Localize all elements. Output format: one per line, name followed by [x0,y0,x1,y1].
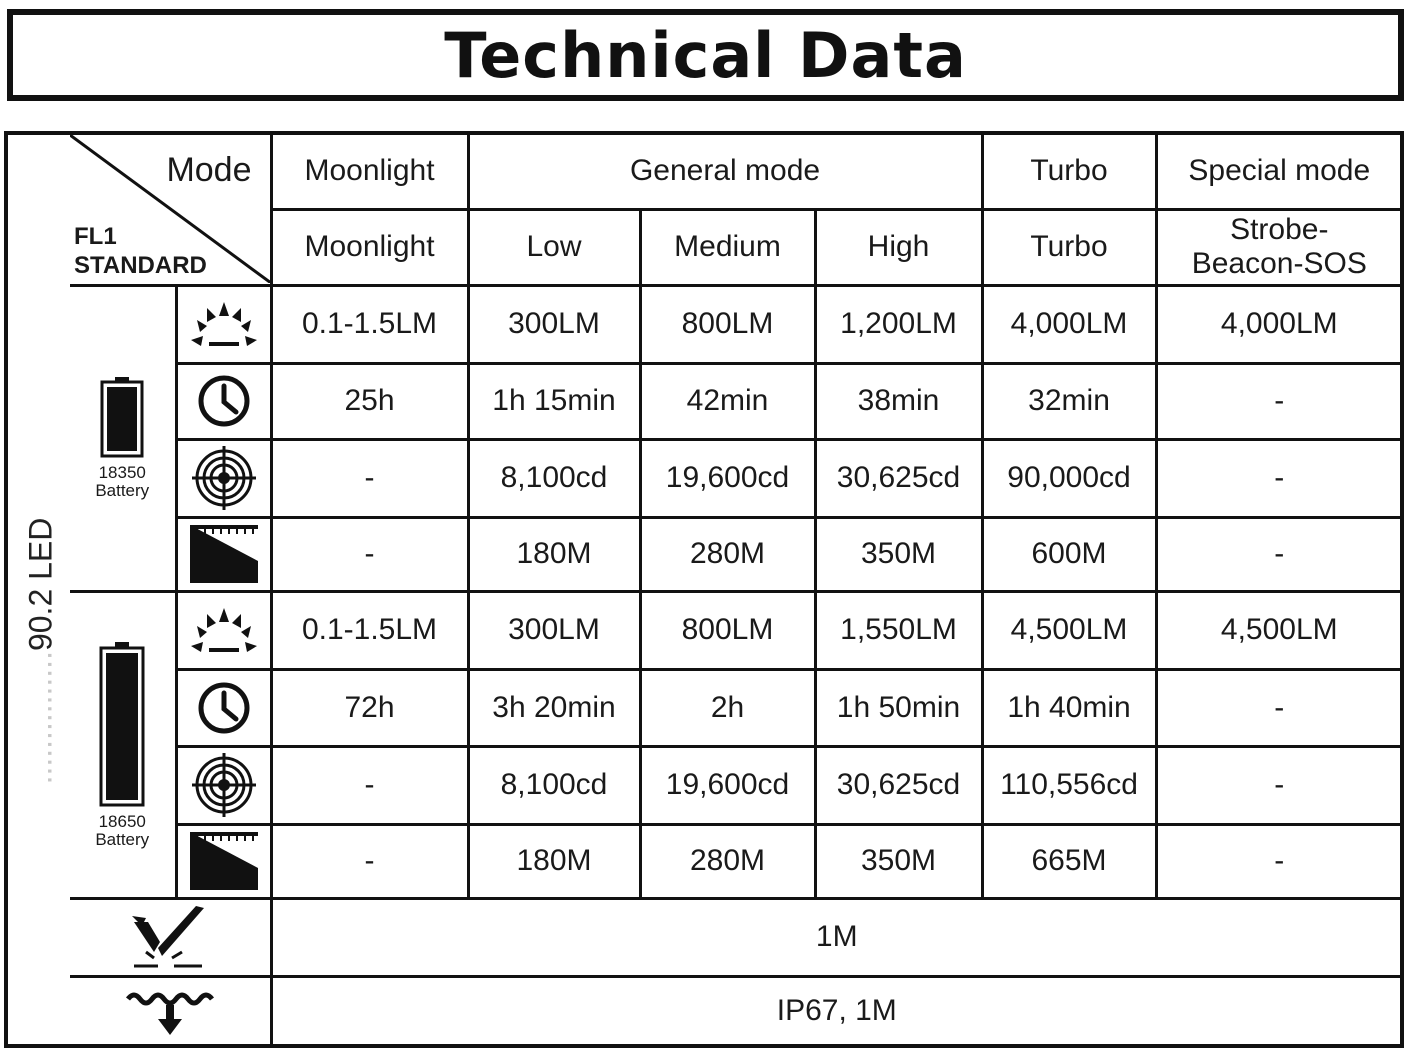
runtime-clock-icon [196,373,252,429]
output-icon [189,602,259,658]
header-special-mode: Special mode [1156,135,1401,209]
header-sub-moonlight: Moonlight [271,209,468,285]
table-cell: - [271,746,468,824]
battery-18350-icon [100,376,144,458]
header-row-mode-group [70,135,1401,209]
table-cell: 25h [271,363,468,439]
table-cell: 4,000LM [982,285,1156,363]
table-row [70,746,1401,824]
table-row [70,591,1401,669]
header-sub-medium: Medium [640,209,815,285]
battery-cell-18350 [70,285,176,591]
header-sub-special-line1: Strobe- [1230,213,1329,246]
technical-data-table [70,135,1401,1045]
table-cell: 600M [982,517,1156,591]
table-cell: 1h 15min [468,363,640,439]
table-cell: 19,600cd [640,439,815,517]
intensity-target-icon [191,752,257,818]
table-cell: 3h 20min [468,669,640,746]
battery-type: Battery [95,481,150,500]
table-row [70,517,1401,591]
table-cell: 800LM [640,591,815,669]
table-cell: - [1156,517,1401,591]
table-cell: 350M [815,517,982,591]
table-cell: 280M [640,824,815,898]
battery-name: 18650 [98,811,146,831]
table-cell: 300LM [468,285,640,363]
impact-resistance-row [70,898,1401,976]
intensity-target-icon [191,445,257,511]
table-row [70,363,1401,439]
table-cell: 665M [982,824,1156,898]
runtime-clock-icon [196,680,252,736]
table-cell: 1h 40min [982,669,1156,746]
table-cell: 2h [640,669,815,746]
battery-name: 18350 [98,463,146,482]
header-sub-high: High [815,209,982,285]
table-cell: 19,600cd [640,746,815,824]
table-row [70,824,1401,898]
table-cell: - [1156,439,1401,517]
impact-resistance-icon [128,906,212,968]
table-cell: 8,100cd [468,439,640,517]
title-banner [7,9,1404,101]
header-sub-low: Low [468,209,640,285]
table-cell: 4,000LM [1156,285,1401,363]
table-cell: 350M [815,824,982,898]
table-row [70,285,1401,363]
header-sub-special [1156,209,1401,285]
battery-cell-18650 [70,591,176,898]
table-cell: 38min [815,363,982,439]
table-cell: 0.1-1.5LM [271,591,468,669]
table-cell: - [1156,669,1401,746]
table-cell: 110,556cd [982,746,1156,824]
table-cell: - [1156,824,1401,898]
table-cell: 280M [640,517,815,591]
waterproof-icon [124,985,216,1037]
table-cell: 72h [271,669,468,746]
table-cell: - [1156,746,1401,824]
table-cell: 32min [982,363,1156,439]
table-cell: - [271,439,468,517]
table-cell: 180M [468,517,640,591]
mode-label: Mode [166,151,252,189]
table-cell: - [271,824,468,898]
table-cell: - [271,517,468,591]
table-cell: 300LM [468,591,640,669]
header-turbo: Turbo [982,135,1156,209]
side-label-faded: ............... [22,651,59,785]
table-cell: 4,500LM [1156,591,1401,669]
table-row [70,669,1401,746]
header-sub-special-line2: Beacon-SOS [1191,247,1367,280]
battery-type: Battery [95,829,150,849]
impact-resistance-value: 1M [271,898,1401,976]
table-cell: 90,000cd [982,439,1156,517]
model-label: FL1 [74,222,117,250]
output-icon [189,296,259,352]
side-label [4,131,70,1048]
table-cell: 1,200LM [815,285,982,363]
waterproof-value: IP67, 1M [271,976,1401,1045]
table-cell: 1,550LM [815,591,982,669]
beam-distance-icon [188,523,260,585]
beam-distance-icon [188,830,260,892]
table-cell: 1h 50min [815,669,982,746]
header-general-mode: General mode [468,135,982,209]
table-cell: 0.1-1.5LM [271,285,468,363]
table-cell: 42min [640,363,815,439]
table-cell: 4,500LM [982,591,1156,669]
table-cell: 180M [468,824,640,898]
table-cell: 30,625cd [815,746,982,824]
table-cell: 8,100cd [468,746,640,824]
header-sub-turbo: Turbo [982,209,1156,285]
table-cell: 30,625cd [815,439,982,517]
side-label-text: 90.2 LED [22,517,59,652]
table-cell: - [1156,363,1401,439]
standard-label: STANDARD [74,251,207,279]
table-cell: 800LM [640,285,815,363]
mode-corner-cell [70,135,271,285]
page-title: Technical Data [444,18,967,92]
header-moonlight: Moonlight [271,135,468,209]
battery-18650-icon [99,641,145,807]
table-row [70,439,1401,517]
waterproof-row [70,976,1401,1045]
